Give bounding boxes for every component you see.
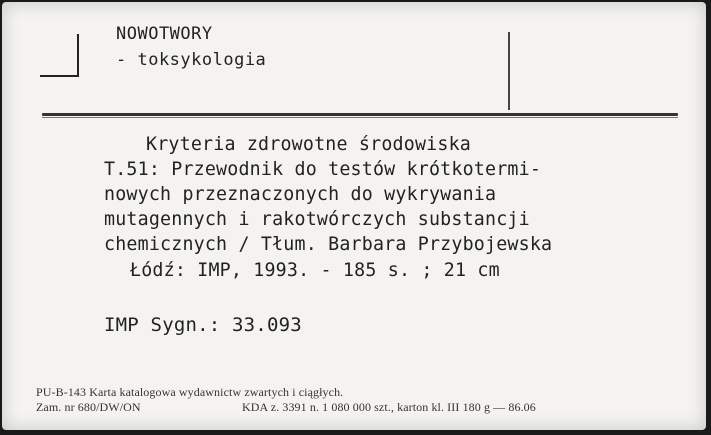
entry-line-5: chemicznych / Tłum. Barbara Przybojewska — [104, 234, 553, 255]
separator-rule — [42, 113, 678, 116]
footer-line-1: PU-B-143 Karta katalogowa wydawnictw zwartych i ciągłych. — [36, 385, 344, 399]
footer-order-number: Zam. nr 680/DW/ON — [36, 400, 141, 414]
separator-rule-shadow — [42, 117, 678, 118]
heading-divider-line — [508, 32, 510, 110]
entry-line-4: mutagennych i rakotwórczych substancji — [104, 209, 530, 230]
footer-print-info: KDA z. 3391 n. 1 080 000 szt., karton kl. III 180 g — 86.06 — [242, 400, 536, 414]
call-number: IMP Sygn.: 33.093 — [104, 314, 302, 336]
entry-line-1: Kryteria zdrowotne środowiska — [146, 134, 471, 155]
subject-heading: NOWOTWORY — [116, 24, 213, 44]
corner-mark-horizontal — [40, 75, 79, 77]
corner-mark-vertical — [77, 34, 79, 76]
entry-line-3: nowych przeznaczonych do wykrywania — [104, 184, 497, 205]
entry-line-imprint: Łódź: IMP, 1993. - 185 s. ; 21 cm — [130, 260, 500, 281]
entry-line-2: T.51: Przewodnik do testów krótkotermi- — [104, 159, 542, 180]
catalog-card — [2, 2, 706, 430]
subject-subheading: - toksykologia — [116, 50, 267, 70]
